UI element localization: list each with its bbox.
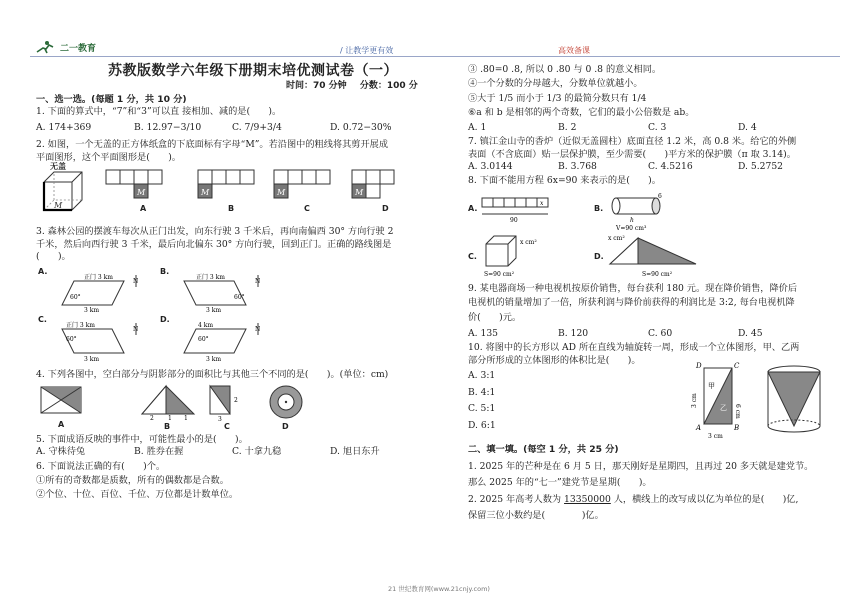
shape-c-label: C [224, 421, 230, 431]
svg-text:3 km: 3 km [84, 356, 100, 364]
svg-text:乙: 乙 [720, 404, 727, 413]
option-a: A. 3.0144 [468, 160, 513, 172]
question-6-statement-4: ④一个分数的分母越大，分数单位就越小。 [468, 78, 643, 90]
net-a-label: A [140, 204, 147, 214]
svg-text:2: 2 [234, 396, 238, 404]
question-5: 5. 下面成语反映的事件中，可能性最小的是( )。 [36, 433, 248, 445]
option-d: D. 6:1 [468, 419, 496, 431]
option-a: A. 1 [468, 121, 487, 133]
svg-text:N: N [255, 278, 261, 286]
question-10-block [468, 362, 828, 441]
question-7-options [468, 161, 828, 173]
svg-text:60°: 60° [70, 294, 81, 302]
option-b: B. 胜券在握 [134, 446, 184, 458]
svg-text:1: 1 [184, 414, 188, 420]
left-column [36, 94, 428, 502]
option-b: B. 120 [558, 328, 589, 340]
question-9-options [468, 328, 828, 340]
svg-text:正门 3 km: 正门 3 km [84, 274, 113, 282]
header-right-tag: 高效备课 [558, 46, 590, 55]
option-a: A. 3:1 [468, 370, 496, 382]
fill-2-suffix: 人，横线上的改写成以亿为单位的是( )亿, [610, 493, 799, 505]
svg-text:4 km: 4 km [198, 322, 214, 330]
question-2-figures [36, 164, 428, 222]
svg-text:1: 1 [168, 414, 172, 420]
question-3-line-2: 千米，然后向西行驶 3 千米，最后向北偏东 30° 方向行驶，回到正门。正确的路线图是 [36, 238, 392, 250]
option-b: B. 3.768 [558, 160, 597, 172]
route-c-diagram [54, 321, 146, 363]
svg-text:3 km: 3 km [206, 307, 222, 314]
question-9-line-3: 价( )元。 [468, 311, 522, 323]
exam-time: 时间：70 分钟 [286, 81, 347, 91]
shape-b [140, 384, 196, 420]
svg-text:V=90 cm³: V=90 cm³ [616, 224, 647, 230]
q8-d-label: D. [594, 251, 604, 261]
option-a: A. 135 [468, 328, 499, 340]
svg-text:3 cm: 3 cm [691, 393, 698, 409]
option-d: D. 4 [738, 121, 757, 133]
svg-text:N: N [133, 326, 139, 334]
option-c: C. 4.5216 [648, 160, 693, 172]
svg-text:C: C [734, 362, 740, 371]
question-9-line-2: 电视机的销量增加了一倍，所获利润与降价前获得的利润比是 3:2, 每台电视机降 [468, 297, 795, 309]
route-b-diagram [176, 273, 268, 313]
question-6-statement-5: ⑤大于 1/5 而小于 1/3 的最简分数只有 1/4 [468, 92, 647, 104]
net-c [272, 168, 344, 208]
svg-text:M: M [277, 188, 286, 198]
net-b [196, 168, 268, 208]
option-c: C. 7/9+3/4 [232, 121, 282, 133]
shape-a [40, 386, 82, 416]
svg-text:6: 6 [658, 192, 662, 200]
svg-text:2: 2 [150, 414, 154, 420]
q8-b-label: B. [594, 203, 604, 213]
net-a [104, 168, 176, 208]
shape-b-label: B [164, 421, 171, 431]
triangle-figure [606, 232, 706, 278]
shape-a-label: A [58, 419, 65, 429]
option-d: D. 5.2752 [738, 160, 784, 172]
svg-text:x: x [540, 199, 544, 207]
question-6-statement-6: ⑥a 和 b 是相邻的两个奇数，它们的最小公倍数是 ab。 [468, 107, 695, 119]
shape-d [266, 384, 306, 420]
fill-2-line-2: 保留三位小数约是( )亿。 [468, 510, 604, 522]
fill-2-line-1 [468, 494, 828, 506]
exam-score: 分数：100 分 [359, 81, 418, 91]
open-cube-figure [40, 168, 86, 216]
option-b: B. 4:1 [468, 386, 496, 398]
svg-text:A: A [696, 424, 702, 433]
right-column [468, 64, 828, 522]
svg-text:6 cm: 6 cm [734, 404, 741, 420]
svg-text:甲: 甲 [708, 382, 715, 391]
svg-text:D: D [696, 362, 702, 371]
question-1: 1. 下面的算式中，“7”和“3”可以直 接相加、减的是( )。 [36, 106, 282, 118]
open-top-label: 无盖 [50, 162, 66, 172]
cylinder-figure [606, 190, 678, 230]
route-b-label: B. [160, 267, 170, 277]
question-6-options [468, 122, 828, 134]
svg-text:S=90 cm²: S=90 cm² [642, 270, 673, 278]
question-2-line-2: 平面图形，这个平面图形是( )。 [36, 151, 181, 163]
question-10-line-1: 10. 将图中的长方形以 AD 所在直线为轴旋转一周，形成一个立体图形，甲、乙两 [468, 342, 800, 354]
question-8-figures [468, 188, 828, 280]
rectangle-rotation-figure [690, 358, 754, 440]
question-2-line-1: 2. 如图，一个无盖的正方体纸盒的下底面标有字母“M”。若沿图中的粗线将其剪开展成 [36, 139, 389, 151]
svg-text:N: N [255, 326, 261, 334]
svg-text:60°: 60° [66, 336, 77, 344]
option-a: A. 守株待兔 [36, 446, 86, 458]
question-6-statement-3: ③ .80=0 .8, 所以 0 .80 与 0 .8 的意义相同。 [468, 64, 662, 75]
svg-text:M: M [201, 188, 210, 198]
header-slogan: / 让教学更有效 [340, 46, 394, 55]
svg-text:N: N [133, 278, 139, 286]
question-9-line-1: 9. 某电器商场一种电视机按原价销售，每台获利 180 元。现在降价销售，降价后 [468, 282, 798, 294]
svg-text:90: 90 [510, 216, 518, 224]
svg-text:M: M [355, 188, 364, 198]
svg-text:M: M [137, 188, 146, 198]
shape-d-label: D [282, 421, 289, 431]
question-3-line-1: 3. 森林公园的摆渡车每次从正门出发，向东行驶 3 千米后，再向南偏西 30° 方向行驶 2 [36, 226, 394, 238]
question-3-line-3: ( )。 [36, 250, 71, 262]
cuboid-figure [480, 232, 560, 278]
option-c: C. 十拿九稳 [232, 446, 282, 458]
svg-text:h: h [630, 216, 634, 224]
option-d: D. 旭日东升 [330, 446, 380, 458]
q8-a-label: A. [468, 203, 478, 213]
option-c: C. 5:1 [468, 403, 496, 415]
svg-text:3 km: 3 km [84, 307, 100, 314]
page-title: 苏教版数学六年级下册期末培优测试卷（一） [108, 63, 398, 79]
site-logo [34, 40, 96, 54]
exam-meta [286, 78, 428, 91]
question-10-line-2: 部分所形成的立体图形的体积比是( )。 [468, 354, 641, 366]
option-a: A. 174+369 [36, 121, 92, 133]
svg-text:B: B [734, 424, 740, 433]
svg-text:正门 3 km: 正门 3 km [66, 322, 95, 330]
question-8: 8. 下面不能用方程 6x=90 来表示的是( )。 [468, 175, 661, 187]
route-d-label: D. [160, 315, 170, 325]
segment-bar-figure [480, 194, 554, 224]
shape-c [208, 384, 248, 422]
cylinder-cone-figure [764, 360, 826, 440]
svg-text:3: 3 [218, 415, 222, 422]
fill-2-number: 13350000 [564, 493, 611, 505]
net-d [350, 168, 422, 208]
net-c-label: C [304, 204, 310, 214]
question-7-line-2: 表面（不含底面）贴一层保护膜，至少需要( )平方米的保护膜（π 取 3.14)。 [468, 148, 796, 160]
route-a-diagram [54, 273, 146, 313]
option-c: C. 60 [648, 328, 673, 340]
cube-m-letter: M [54, 201, 63, 211]
svg-text:x cm²: x cm² [520, 238, 537, 246]
question-4-figures [36, 382, 428, 434]
option-d: D. 0.72−30% [330, 121, 392, 133]
section-1-heading: 一、选一选。(每题 1 分，共 10 分) [36, 94, 187, 105]
question-7-line-1: 7. 镇江金山寺的香炉（近似无盖圆柱）底面直径 1.2 米，高 0.8 米。给它的外侧 [468, 136, 797, 148]
svg-text:60°: 60° [198, 336, 209, 344]
option-c: C. 3 [648, 121, 667, 133]
question-3-figures [36, 263, 428, 367]
question-5-options [36, 446, 428, 458]
svg-text:x cm²: x cm² [608, 234, 625, 242]
fill-2-prefix: 2. 2025 年高考人数为 [468, 493, 565, 505]
q8-c-label: C. [468, 251, 477, 261]
svg-text:3 km: 3 km [206, 356, 222, 364]
option-d: D. 45 [738, 328, 763, 340]
svg-text:S=90 cm²: S=90 cm² [484, 270, 515, 278]
question-6-statement-1: ①所有的奇数都是质数，所有的偶数都是合数。 [36, 475, 229, 487]
question-6-statement-2: ②个位、十位、百位、千位、万位都是计数单位。 [36, 489, 239, 501]
logo-text: 二一教育 [60, 43, 97, 54]
runner-icon [34, 40, 56, 54]
section-2-heading: 二、填一填。(每空 1 分，共 25 分) [468, 444, 619, 456]
route-d-diagram [176, 321, 268, 363]
net-b-label: B [228, 204, 235, 214]
question-4: 4. 下列各图中，空白部分与阴影部分的面积比与其他三个不同的是( )。(单位：cm) [36, 369, 389, 381]
option-b: B. 12.97−3/10 [134, 121, 202, 133]
question-1-options [36, 122, 428, 134]
fill-1-line-2: 那么 2025 年的“七一”建党节是星期( )。 [468, 477, 652, 489]
page-footer: 21 世纪教育网(www.21cnjy.com) [388, 585, 490, 593]
option-b: B. 2 [558, 121, 577, 133]
svg-text:3 cm: 3 cm [708, 433, 723, 441]
svg-text:60°: 60° [234, 294, 245, 302]
header-divider [30, 56, 840, 57]
route-c-label: C. [38, 315, 47, 325]
question-6: 6. 下面说法正确的有( )个。 [36, 460, 166, 472]
net-d-label: D [382, 204, 389, 214]
fill-1-line-1: 1. 2025 年的芒种是在 6 月 5 日，那天刚好是星期四，且再过 20 多天就是建党节。 [468, 460, 814, 472]
route-a-label: A. [38, 267, 48, 277]
svg-text:正门 3 km: 正门 3 km [196, 274, 225, 282]
